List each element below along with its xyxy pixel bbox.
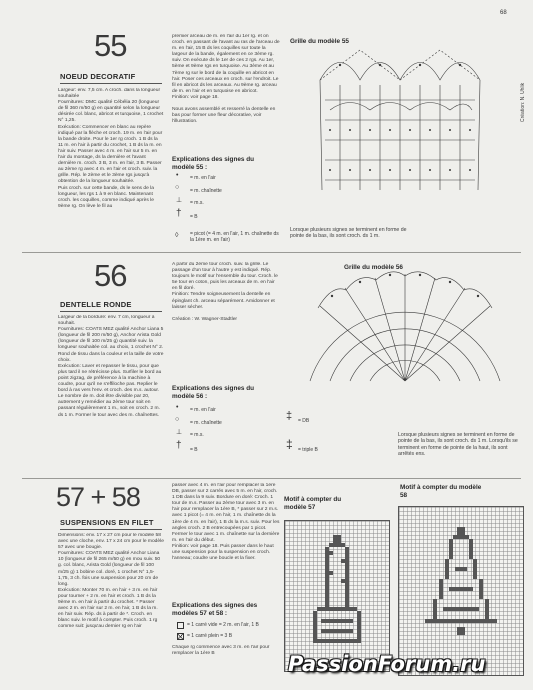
legend-56-item-5: = DB (298, 418, 310, 424)
slip-stitch-symbol-icon: ○ (175, 416, 180, 423)
section-divider-1 (22, 252, 521, 253)
crochet-chart-55 (300, 40, 500, 210)
credit-text: Création: N. Uhlik (520, 82, 526, 122)
filet-chart-57 (284, 520, 390, 672)
title-underline-55 (60, 83, 162, 84)
legend-55-item-5: = picot (= 4 m. en l'air, 1 m. chaînette ds la 1ère m. en l'air) (190, 231, 279, 244)
legend-56-item-6: = triple B (298, 447, 318, 453)
legend-57-58-item-2: = 1 carré plein = 3 B (187, 633, 233, 639)
grid-note-56: Lorsque plusieurs signes se terminent en forme de pointe de la bas, ils sont croch. ds 1 m. Lorsqu'ils se terminent en forme de pointe de la haut, ils sont arrêtés ens. (398, 432, 518, 457)
grid-title-58: Motif à compter du modèle 58 (400, 484, 482, 499)
section-title-56: DENTELLE RONDE (60, 300, 132, 309)
section-divider-2 (22, 478, 521, 479)
triple-treble-symbol-icon: ‡ (286, 437, 293, 451)
instructions-56-col1: Largeur de la bordure: env. 7 cm, longueur à souhait. Fournitures: COATS MEZ qualité Anchor Liana 5 (longueur de fil 200 m/50 g), Anchor Arista Gold (longueur de fil 100 m/25 g) quantité suiv. la longueur souhaitée col. au choix, 1 crochet N° 2. Rond de tissu dans la couleur et la taille de votre choix. Exécution: Laver et repasser le tissu, pour que plus tard il ne rétrécisse plus. Surfiler le bord au point zigzag, de préférence à la machine à coudre, pour qu'il ne s'effiloche pas. Replier le bord à ras vers l'env. et croch. des m.s. autour. Le nombre de m. doit être divisible par 20, autrement y remédier au 2ème tour soit en passant régulièrement 1 m., soit en croch. 2 m. ds 1 m. Former le tour avec des m. chaînettes. (58, 315, 164, 418)
section-title-57-58: SUSPENSIONS EN FILET (60, 518, 154, 527)
empty-square-icon (177, 622, 184, 629)
legend-title-57-58: Explications des signes des modèles 57 et 58 : (172, 602, 258, 617)
section-title-55: NOEUD DECORATIF (60, 72, 136, 81)
double-crochet-symbol-icon: † (176, 208, 182, 219)
legend-56-item-2: = m. chaînette (190, 420, 222, 426)
grid-note-55: Lorsque plusieurs signes se terminent en forme de pointe de la bas, ils sont croch. ds 1 m. (290, 227, 407, 240)
instructions-57-58-col1: Dimensions: env. 17 x 27 cm pour le modèle 58 avec une cloche, env. 17 x 24 cm pour le modèle 57 avec une bougie. Fournitures: COATS MEZ qualité Anchor Liana 10 (longueur de fil 265 m/50 g) en mou suiv. 50 g. col. blanc, Arista Gold (longueur de fil 100 m/25 g) 1 bobine col. doré, 1 crochet N° 1,5-1,75, 3 ch. fois une suspension pour 20 cm de long. Exécution: Monter 70 m. en l'air + 3 m. en l'air pour tourner + 2 m. en l'air et croch. 1 B ds la 9ème m. en l'air à partir du crochet. * Passer avec 2 m. en l'air sur 2 m. en l'air, 1 B ds la m. en l'air suiv. Rép. ds à partir de *. Croch. en blanc suiv. le motif à compter. Puis croch. 1 rg comme suit: jusqu'au dernier rg en l'air (58, 533, 164, 630)
legend-56-item-4: = B (190, 447, 198, 453)
filet-chart-58 (398, 506, 524, 676)
title-underline-56 (60, 311, 162, 312)
legend-title-55: Explications des signes du modèle 55 : (172, 156, 255, 171)
legend-55-item-3: = m.s. (190, 200, 204, 206)
legend-55-item-1: = m. en l'air (190, 175, 216, 181)
model-number-57-58: 57 + 58 (56, 482, 140, 512)
grid-title-55: Grille du modèle 55 (290, 38, 349, 45)
instructions-55-col2: premier arceau de m. en l'air du 1er rg. et on croch. en passant de l'avant au ras de l'arceau de m. en l'air, 15 B ds les coquilles sur toute la largeur de la bande, également en ce 3ème rg. suiv. On exécute ds le 1er de ces 2 rgs. Au 1er, 5ème et 9ème rgs en turquoise. Au 3ème et au 7ème rg sur le bord de la coquille en abricot en l'air. Poser ces arceaux en croch. sur l'endroit. Le fil en abricot ds les arceaux. Au 9ème rg. arceau de m. en l'air et en turquoise en abricot. Finition: voir page 18. Nous avons assemblé et resserré la dentelle en bas pour former une fleur décorative, voir l'illustration. (172, 34, 280, 125)
bell-motif (399, 507, 523, 675)
single-crochet-symbol-icon: ⊥ (176, 429, 183, 436)
grid-title-57: Motif à compter du modèle 57 (284, 496, 342, 511)
legend-55-item-4: = B (190, 214, 198, 220)
watermark-text: PassionForum.ru (288, 652, 486, 676)
candle-motif (285, 521, 389, 671)
chain-symbol-icon: • (176, 172, 179, 179)
double-crochet-symbol-icon: † (176, 440, 182, 451)
grid-title-56: Grille du modèle 56 (344, 264, 403, 271)
legend-57-58-item-1: = 1 carré vide = 2 m. en l'air, 1 B (187, 622, 259, 628)
model-number-55: 55 (94, 28, 127, 63)
picot-symbol-icon: ◊ (175, 232, 179, 239)
chain-symbol-icon: • (176, 404, 179, 411)
legend-56-item-1: = m. en l'air (190, 407, 216, 413)
instructions-55-col1: Largeur: env. 7,5 cm. A croch. dans la longueur souhaitée Fournitures: DMC qualité Cébélia 20 (longueur de fil 360 m/50 g) en quantité selon la longueur désirée col. blanc, abricot et turquoise, 1 crochet N° 1,25. Exécution: Commencer en blanc au repère indiqué par la flèche et croch. 19 m. en l'air pour la bande droite. Pour le 1er rg croch. 1 B ds la 11 m. en l'air à partir du crochet, 1 B ds la m. en l'air suiv. Passer avec 4 m. en l'air sur 5 m. en l'air du montage, ds la dernière et l'avant dernière m. croch. 3 B, 3 m. en l'air, 3 B. Passer au 2ème rg avec 4 m. en l'air et croch. suiv. la grille. Rép. le 2ème et le 3ème rgs jusqu'à obtention de la longueur souhaitée. Puis croch. sur cette bande, ds le sens de la longueur, les rgs 1 à 9 en blanc. Maintenant croch. les coquilles, comme indiqué après le 9ème rg. On lève le fil au (58, 88, 164, 209)
title-underline-57-58 (60, 529, 162, 530)
crochet-chart-56 (300, 266, 510, 396)
instructions-56-col2: A partir du 2ème tour croch. suiv. la grille. Le passage d'un tour à l'autre y est indiqué. Rép. toujours le motif sur l'ensemble du tour. Croch. le 5e tour en coton, puis les arceaux de m. en l'air en fil doré. Finition: Tendre soigneusement la dentelle en épinglant ch. arceau séparément. Amidonner et laisser sécher. Création : W. Wagner-Stadtler (172, 262, 278, 322)
treble-crochet-symbol-icon: ‡ (286, 410, 293, 422)
model-number-56: 56 (94, 258, 127, 293)
legend-56-item-3: = m.s. (190, 432, 204, 438)
legend-57-58-note: Chaque rg commence avec 3 m. en l'air pour remplacer la 1ère B (172, 645, 270, 657)
legend-title-56: Explications des signes du modèle 56 : (172, 385, 255, 400)
page-corner-number: 68 (500, 10, 507, 16)
filled-square-icon (177, 633, 184, 640)
single-crochet-symbol-icon: ⊥ (176, 197, 183, 204)
slip-stitch-symbol-icon: ○ (175, 184, 180, 191)
instructions-57-58-col2: passer avec 4 m. en l'air pour remplacer la 1ère DB, passer sur 2 carrés avec 5 m. en l'air, croch. 1 DB dans la 9 suiv. Bordure en doré: Croch. 1 tour de m.s. Passer au 2ème tour avec 3 m. en l'air pour remplacer la 1ère B, * passer sur 2 m.s. avec 1 picot (= 4 m. en l'air, 1 m. chaînette ds la 1ère de 4 m. en l'air), 1 B ds la m.s. suiv. Pour les angles croch. 2 B entrecoupées par 1 picot. Fermer le tour avec 1 m. chaînette sur la dernière m. en l'air du début. Finition: voir page 18. Puis passer dans le haut une suspension pour la suspension en croch. l'anneau; coudre une boucle et la fixer. (172, 483, 280, 562)
legend-55-item-2: = m. chaînette (190, 188, 222, 194)
